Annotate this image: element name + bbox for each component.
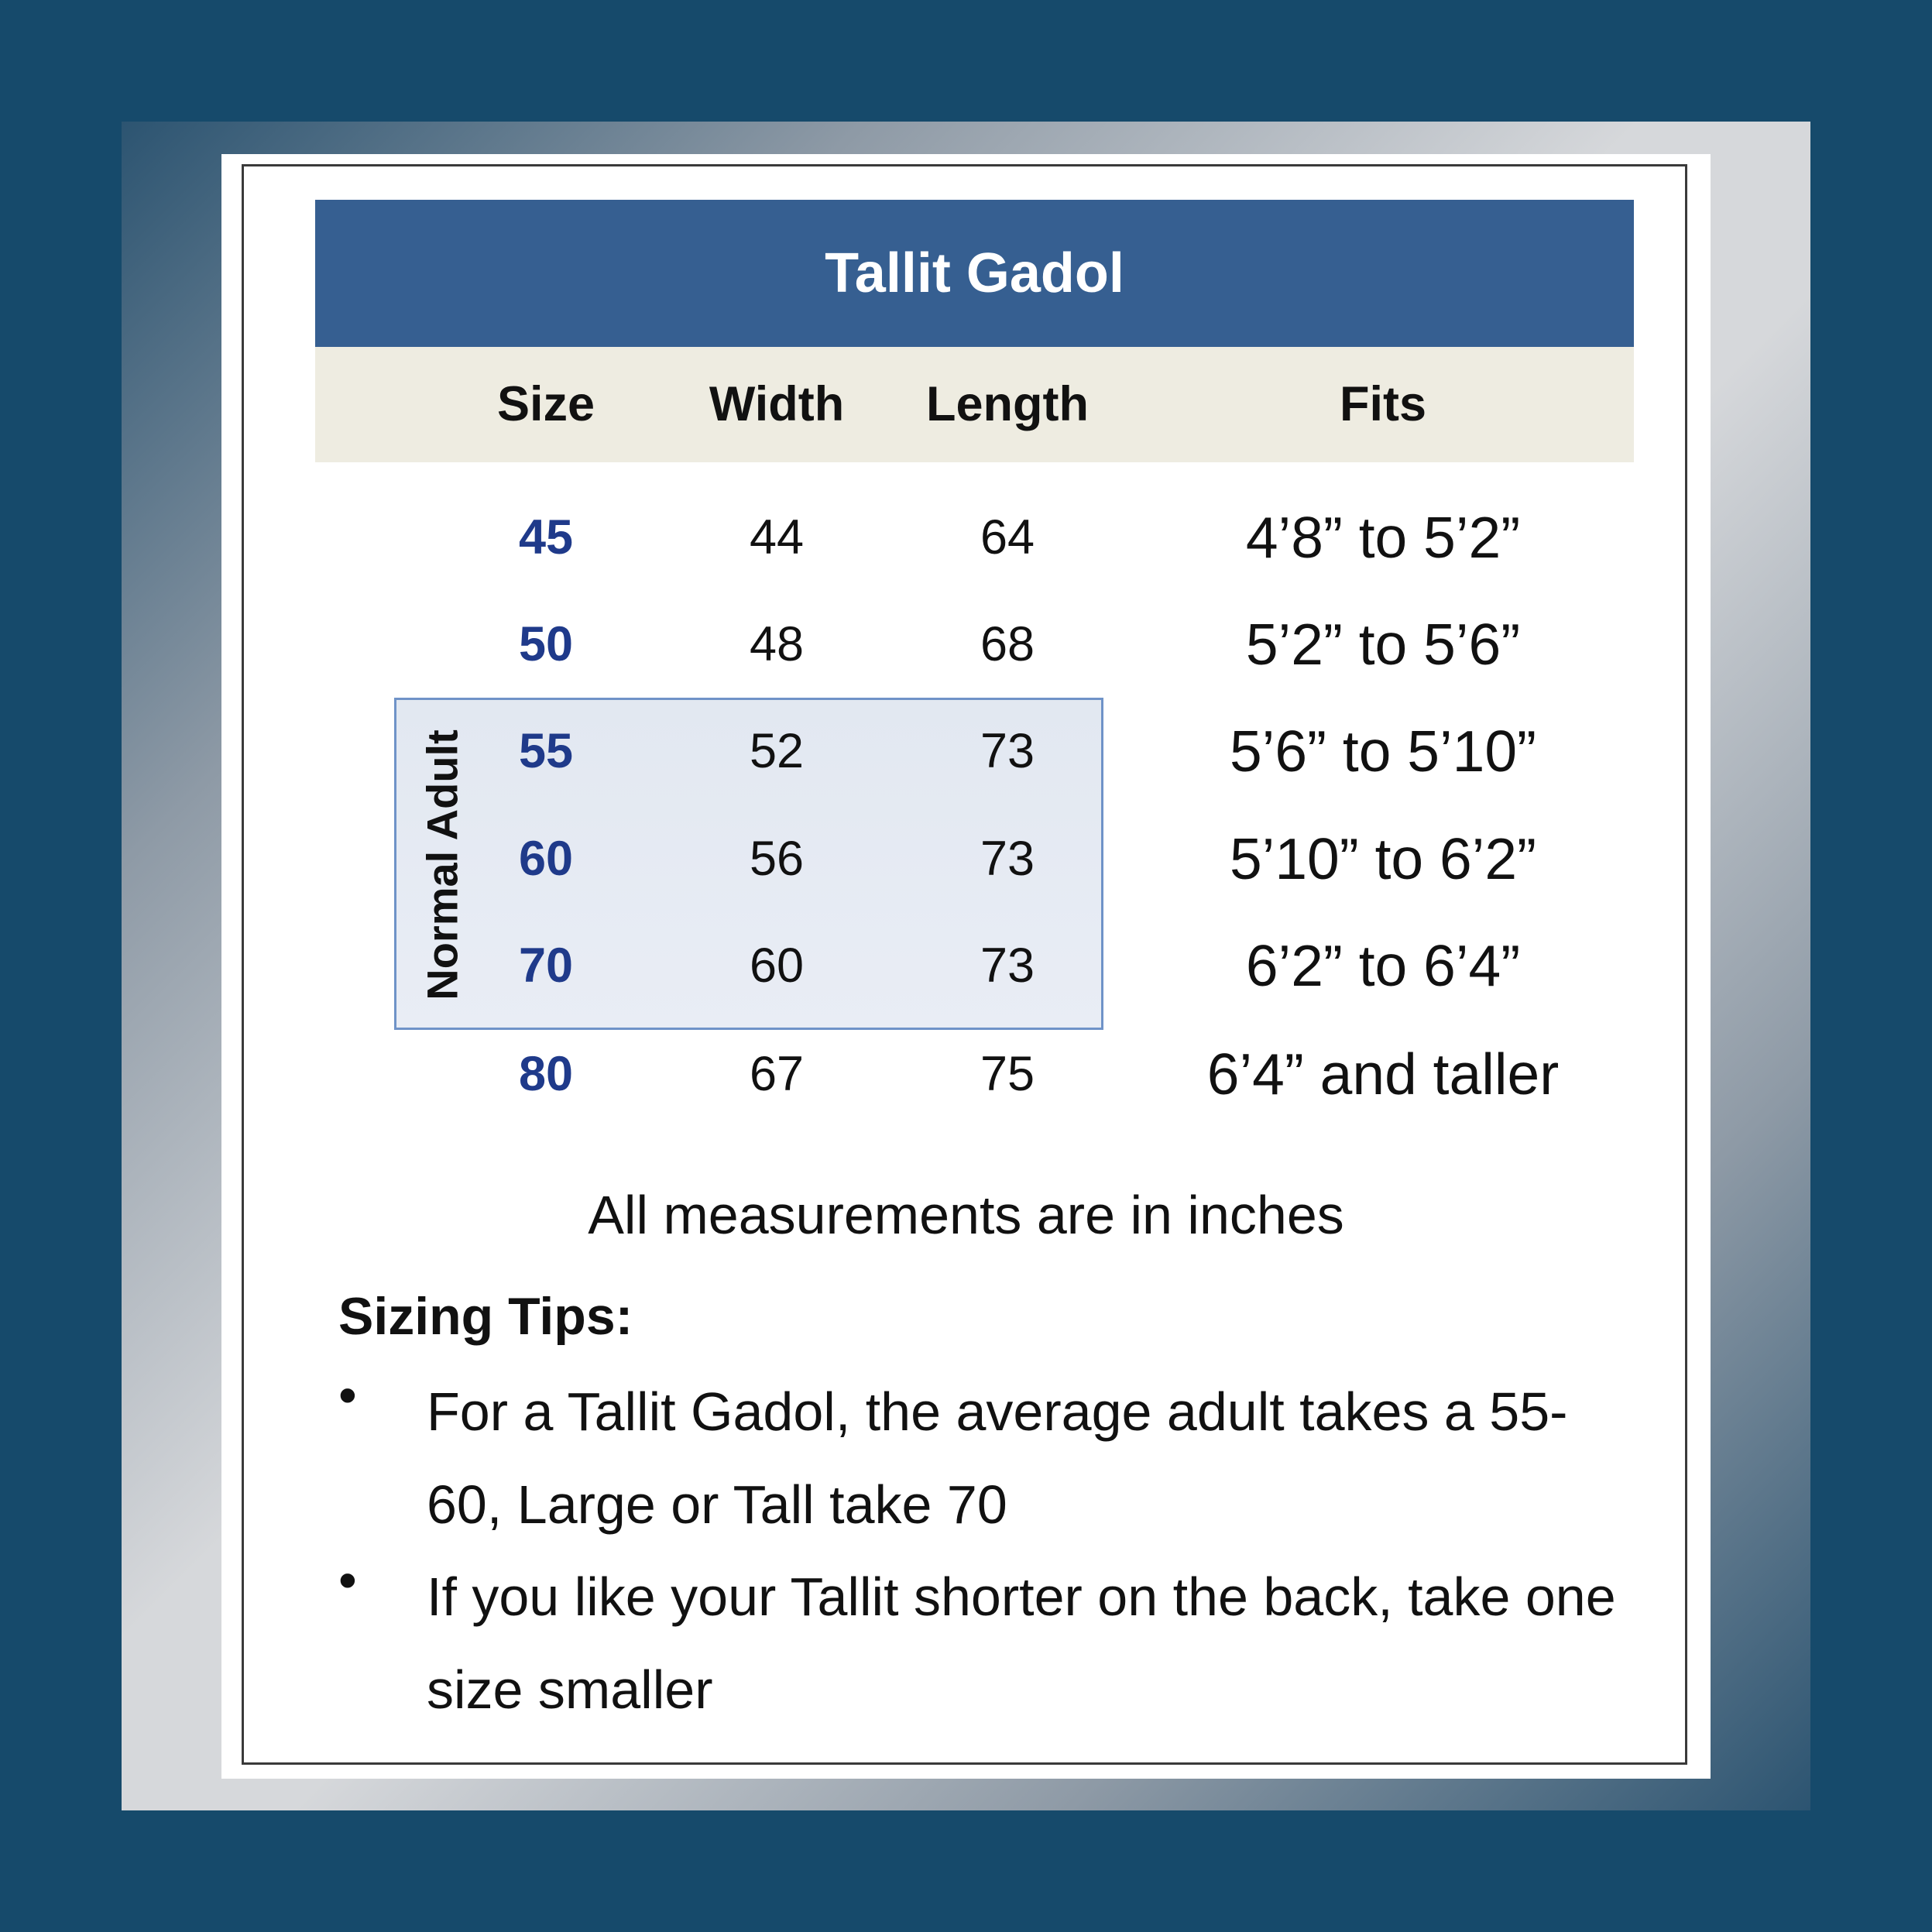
width-value: 56 bbox=[749, 832, 805, 886]
fits-value: 6’4” and taller bbox=[1206, 1041, 1560, 1107]
fits-value: 5’10” to 6’2” bbox=[1229, 826, 1537, 891]
tip-text: For a Tallit Gadol, the average adult takes a 55-60, Large or Tall take 70 bbox=[427, 1381, 1568, 1535]
fits-value: 4’8” to 5’2” bbox=[1245, 505, 1521, 570]
length-value: 64 bbox=[980, 510, 1035, 565]
normal-adult-label: Normal Adult bbox=[417, 729, 467, 1000]
column-header-row bbox=[315, 347, 1634, 462]
width-value: 67 bbox=[749, 1047, 805, 1101]
header-fits: Fits bbox=[1339, 377, 1427, 431]
fits-value: 5’2” to 5’6” bbox=[1245, 612, 1521, 677]
length-value: 73 bbox=[980, 832, 1035, 886]
table-row bbox=[315, 591, 1634, 698]
width-value: 48 bbox=[749, 617, 805, 671]
width-value: 60 bbox=[749, 939, 805, 993]
table-row bbox=[315, 698, 1634, 805]
size-value: 60 bbox=[518, 832, 574, 886]
bullet-icon: • bbox=[338, 1551, 357, 1610]
width-value: 44 bbox=[749, 510, 805, 565]
table-row bbox=[315, 805, 1634, 912]
table-row bbox=[315, 1021, 1634, 1127]
tip-text: If you like your Tallit shorter on the back, take one size smaller bbox=[427, 1567, 1616, 1720]
length-value: 75 bbox=[980, 1047, 1035, 1101]
table-row bbox=[315, 484, 1634, 591]
length-value: 73 bbox=[980, 724, 1035, 778]
header-width: Width bbox=[709, 377, 845, 431]
sizing-tips-heading: Sizing Tips: bbox=[338, 1287, 633, 1346]
size-value: 80 bbox=[518, 1047, 574, 1101]
size-value: 45 bbox=[518, 510, 574, 565]
size-value: 50 bbox=[518, 617, 574, 671]
length-value: 68 bbox=[980, 617, 1035, 671]
header-length: Length bbox=[926, 377, 1089, 431]
width-value: 52 bbox=[749, 724, 805, 778]
table-row bbox=[315, 912, 1634, 1019]
fits-value: 5’6” to 5’10” bbox=[1229, 719, 1537, 784]
size-chart-card bbox=[221, 154, 1711, 1779]
length-value: 73 bbox=[980, 939, 1035, 993]
measurement-note: All measurements are in inches bbox=[588, 1185, 1344, 1245]
bullet-icon: • bbox=[338, 1366, 357, 1425]
header-size: Size bbox=[496, 377, 595, 431]
size-value: 55 bbox=[518, 724, 574, 778]
size-value: 70 bbox=[518, 939, 574, 993]
chart-title: Tallit Gadol bbox=[315, 200, 1634, 347]
fits-value: 6’2” to 6’4” bbox=[1245, 933, 1521, 998]
